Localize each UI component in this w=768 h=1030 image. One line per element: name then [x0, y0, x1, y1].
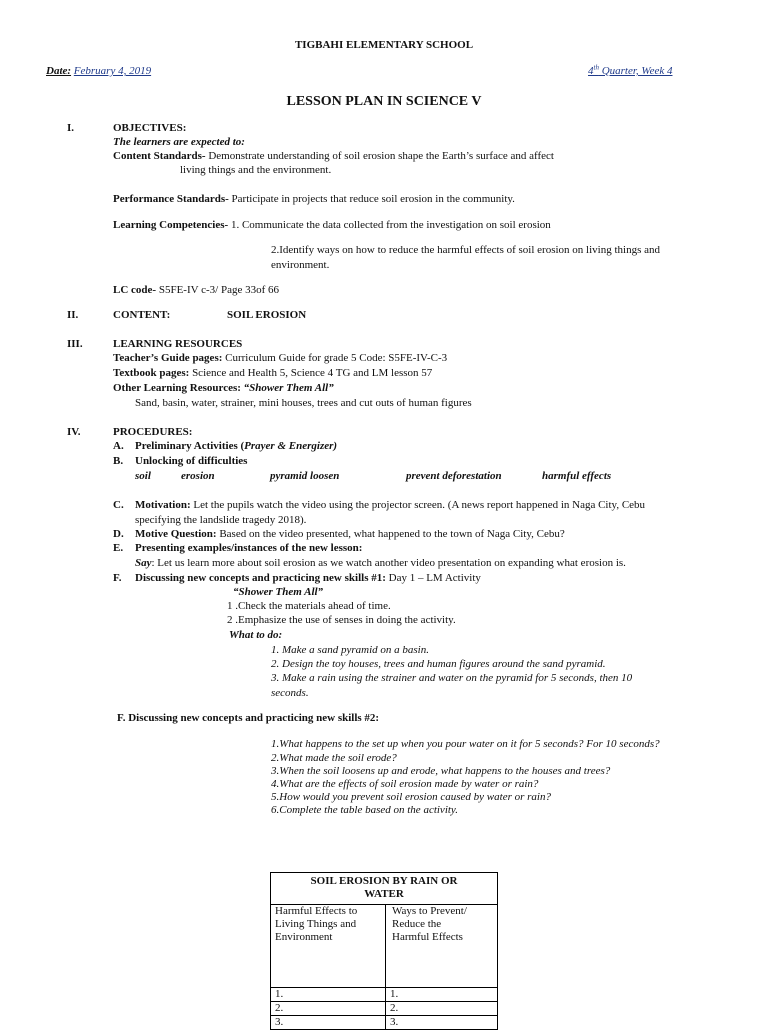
- other-resources-label: Other Learning Resources:: [113, 382, 241, 394]
- textbook-pages: [113, 366, 432, 381]
- performance-standards-label: Performance Standards-: [113, 193, 229, 205]
- content-standards-text: Demonstrate understanding of soil erosion shape the Earth’s surface and affect: [205, 150, 554, 162]
- table-cell: 3.: [386, 1016, 498, 1030]
- quarter-number: 4: [588, 65, 594, 77]
- section-number-objectives: I.: [67, 122, 75, 134]
- vocab-word: erosion: [181, 470, 215, 482]
- motivation: [135, 498, 645, 513]
- section-number-resources: III.: [67, 338, 83, 350]
- discussing-concepts-1-label: Discussing new concepts and practicing new skills #1:: [135, 572, 386, 584]
- table-cell: 1.: [386, 988, 498, 1002]
- motive-question-label: Motive Question:: [135, 528, 217, 540]
- content-standards-label: Content Standards-: [113, 150, 206, 162]
- performance-standards-text: Participate in projects that reduce soil erosion in the community.: [228, 193, 515, 205]
- section-number-content: II.: [67, 309, 79, 321]
- unlocking-difficulties: Unlocking of difficulties: [135, 455, 248, 467]
- resources-heading: LEARNING RESOURCES: [113, 338, 243, 350]
- learning-competencies: [113, 218, 551, 233]
- table-header-line: Harmful Effects to: [275, 905, 358, 917]
- vocab-word: pyramid loosen: [270, 470, 340, 482]
- other-resources-title: “Shower Them All”: [240, 382, 334, 394]
- item-letter-c: C.: [113, 499, 124, 511]
- teachers-guide-label: Teacher’s Guide pages:: [113, 352, 223, 364]
- item-letter-e: E.: [113, 542, 124, 554]
- activity-title: “Shower Them All”: [233, 586, 324, 598]
- motive-question: [135, 527, 565, 542]
- question-item: 4.What are the effects of soil erosion made by water or rain?: [271, 778, 539, 790]
- table-header-line: Living Things and: [275, 918, 357, 930]
- content-standards: [113, 149, 554, 164]
- textbook-pages-text: Science and Health 5, Science 4 TG and LM lesson 57: [189, 367, 433, 379]
- lc-code-label: LC code-: [113, 284, 157, 296]
- section-number-procedures: IV.: [67, 426, 81, 438]
- item-letter-b: B.: [113, 455, 124, 467]
- question-item: 5.How would you prevent soil erosion caused by water or rain?: [271, 791, 551, 803]
- table-cell: 1.: [271, 988, 386, 1002]
- activity-step: 2 .Emphasize the use of senses in doing the activity.: [227, 614, 456, 626]
- table-header-harmful-effects: [271, 905, 386, 988]
- table-header-ways-to-prevent: [386, 905, 498, 988]
- motivation-label: Motivation:: [135, 499, 191, 511]
- motive-question-text: Based on the video presented, what happened to the town of Naga City, Cebu?: [216, 528, 565, 540]
- content-heading: CONTENT:: [113, 309, 171, 321]
- item-letter-f: F.: [113, 572, 122, 584]
- preliminary-activities: [135, 439, 337, 454]
- procedures-heading: PROCEDURES:: [113, 426, 193, 438]
- table-title: [271, 873, 498, 905]
- question-item: 2.What made the soil erode?: [271, 752, 397, 764]
- discussing-concepts-1-text: Day 1 – LM Activity: [385, 572, 481, 584]
- table-cell: 2.: [386, 1002, 498, 1016]
- content-standards-cont: living things and the environment.: [180, 164, 332, 176]
- table-cell: 3.: [271, 1016, 386, 1030]
- table-title-line: SOIL EROSION BY RAIN OR: [310, 875, 458, 887]
- performance-standards: [113, 192, 515, 207]
- motivation-text: Let the pupils watch the video using the projector screen. (A news report happened in Naga City, Cebu: [190, 499, 646, 511]
- learning-competency-2-cont: environment.: [271, 259, 330, 271]
- discussing-concepts-1: [135, 571, 481, 586]
- table-row: [271, 988, 498, 1002]
- teachers-guide: [113, 351, 447, 366]
- lc-code-text: S5FE-IV c-3/ Page 33of 66: [156, 284, 280, 296]
- say-line: [135, 556, 626, 571]
- table-header-line: Reduce the: [392, 918, 442, 930]
- table-header-line: Ways to Prevent/: [392, 905, 467, 917]
- question-item: 3.When the soil loosens up and erode, what happens to the houses and trees?: [271, 765, 611, 777]
- school-name: TIGBAHI ELEMENTARY SCHOOL: [294, 39, 474, 51]
- quarter-text: Quarter, Week 4: [598, 65, 673, 77]
- teachers-guide-text: Curriculum Guide for grade 5 Code: S5FE-IV-C-3: [222, 352, 448, 364]
- table-title-line: WATER: [364, 888, 404, 900]
- date-value: February 4, 2019: [73, 65, 152, 77]
- todo-item: 1. Make a sand pyramid on a basin.: [271, 644, 429, 656]
- item-letter-a: A.: [113, 440, 124, 452]
- table-header-line: Environment: [275, 931, 333, 943]
- materials-list: Sand, basin, water, strainer, mini houses, trees and cut outs of human figures: [135, 397, 472, 409]
- objectives-intro: The learners are expected to:: [113, 136, 245, 148]
- textbook-pages-label: Textbook pages:: [113, 367, 190, 379]
- lc-code: [113, 283, 279, 298]
- date-line: [46, 64, 151, 79]
- activity-step: 1 .Check the materials ahead of time.: [227, 600, 391, 612]
- todo-item: 3. Make a rain using the strainer and water on the pyramid for 5 seconds, then 10: [271, 672, 633, 684]
- item-letter-d: D.: [113, 528, 124, 540]
- vocab-word: harmful effects: [542, 470, 612, 482]
- discussing-concepts-2-heading: F. Discussing new concepts and practicing new skills #2:: [117, 712, 380, 724]
- vocab-word: soil: [135, 470, 151, 482]
- objectives-heading: OBJECTIVES:: [113, 122, 187, 134]
- quarter-week: [588, 64, 672, 79]
- quarter-ordinal: th: [593, 63, 599, 72]
- learning-competency-2: 2.Identify ways on how to reduce the harmful effects of soil erosion on living things and: [271, 244, 660, 256]
- todo-item: 2. Design the toy houses, trees and human figures around the sand pyramid.: [271, 658, 606, 670]
- todo-item-cont: seconds.: [271, 687, 309, 699]
- date-label: Date:: [46, 65, 72, 77]
- table-cell: 2.: [271, 1002, 386, 1016]
- say-text: : Let us learn more about soil erosion as we watch another video presentation on expanding what erosion is.: [151, 557, 626, 569]
- say-label: Say: [135, 557, 152, 569]
- table-row: [271, 1002, 498, 1016]
- soil-erosion-table: [270, 872, 498, 1030]
- learning-competencies-text: 1. Communicate the data collected from the investigation on soil erosion: [228, 219, 551, 231]
- content-value: SOIL EROSION: [227, 309, 307, 321]
- vocab-word: prevent deforestation: [406, 470, 502, 482]
- what-to-do-heading: What to do:: [229, 629, 283, 641]
- page-title: LESSON PLAN IN SCIENCE V: [286, 94, 482, 109]
- presenting-examples: Presenting examples/instances of the new lesson:: [135, 542, 363, 554]
- preliminary-activities-detail: Prayer & Energizer): [244, 440, 338, 452]
- table-header-line: Harmful Effects: [392, 931, 463, 943]
- motivation-cont: specifying the landslide tragedy 2018).: [135, 514, 307, 526]
- learning-competencies-label: Learning Competencies-: [113, 219, 229, 231]
- table-row: [271, 1016, 498, 1030]
- question-item: 6.Complete the table based on the activity.: [271, 804, 458, 816]
- question-item: 1.What happens to the set up when you pour water on it for 5 seconds? For 10 seconds?: [271, 738, 660, 750]
- preliminary-activities-label: Preliminary Activities (: [135, 440, 245, 452]
- other-resources: [113, 381, 334, 396]
